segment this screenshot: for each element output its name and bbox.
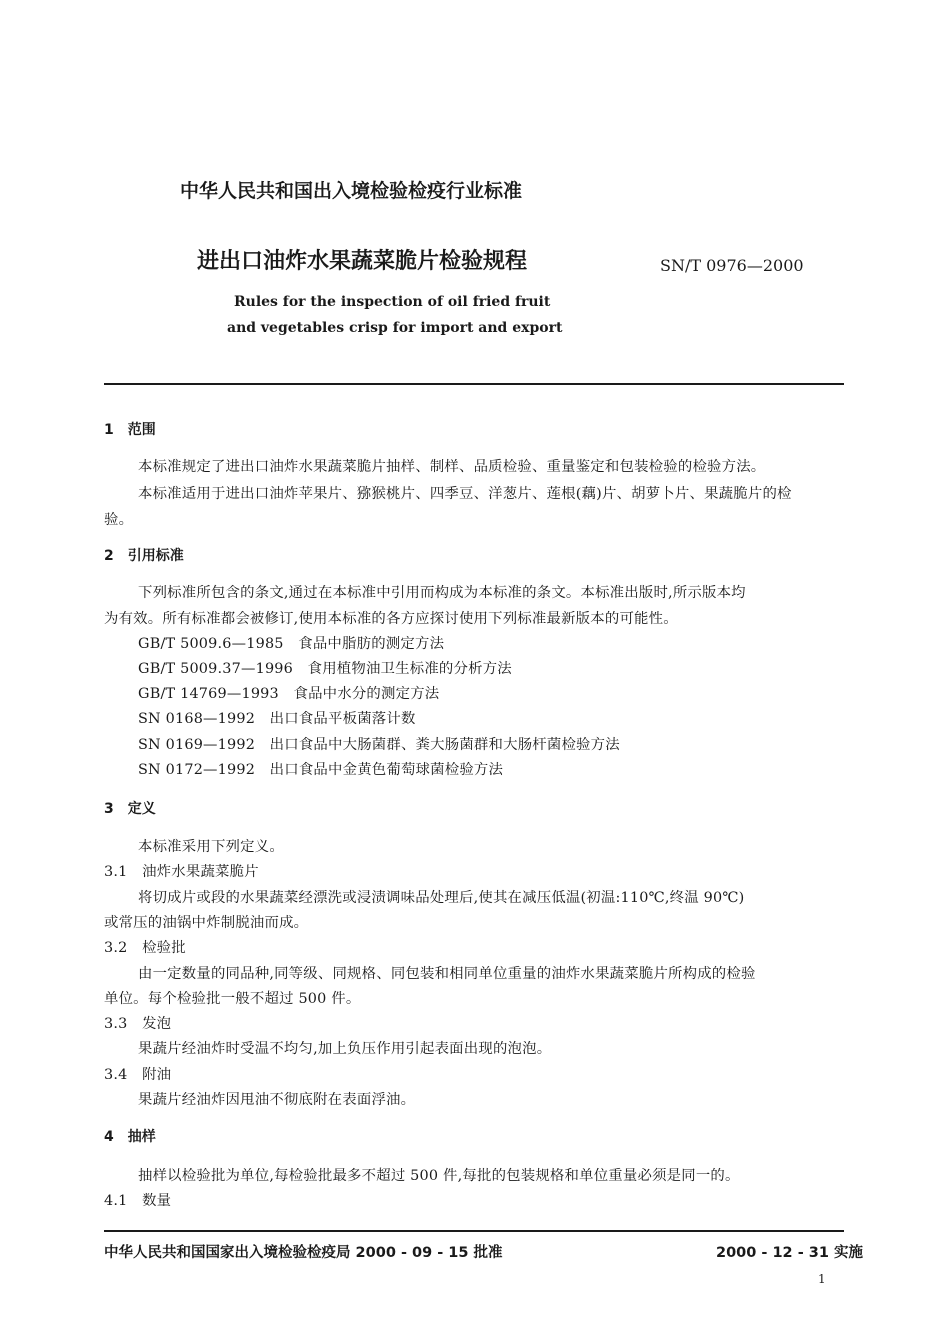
section-4-paragraph: 抽样以检验批为单位,每检验批最多不超过 500 件,每批的包装规格和单位重量必须是同一的。 — [138, 1168, 740, 1184]
section-2-paragraph-line2: 为有效。所有标准都会被修订,使用本标准的各方应探讨使用下列标准最新版本的可能性。 — [104, 611, 678, 627]
document-title-cn: 进出口油炸水果蔬菜脆片检验规程 — [197, 249, 528, 274]
reference-item: GB/T 14769—1993 食品中水分的测定方法 — [138, 686, 440, 702]
reference-item: SN 0172—1992 出口食品中金黄色葡萄球菌检验方法 — [138, 762, 504, 778]
section-4-heading: 4 抽样 — [104, 1129, 156, 1145]
section-2-paragraph-line1: 下列标准所包含的条文,通过在本标准中引用而构成为本标准的条文。本标准出版时,所示版本均 — [138, 585, 746, 601]
section-3-heading: 3 定义 — [104, 801, 156, 817]
definition-3-1-line1: 将切成片或段的水果蔬菜经漂洗或浸渍调味品处理后,使其在减压低温(初温:110℃,终温 90℃) — [138, 890, 745, 906]
definition-3-3-line1: 果蔬片经油炸时受温不均匀,加上负压作用引起表面出现的泡泡。 — [138, 1041, 552, 1057]
section-3-intro: 本标准采用下列定义。 — [138, 839, 284, 855]
definition-3-3-title: 3.3 发泡 — [104, 1016, 172, 1032]
definition-3-2-title: 3.2 检验批 — [104, 940, 186, 956]
definition-3-1-line2: 或常压的油锅中炸制脱油而成。 — [104, 915, 309, 931]
footer-implementation-date: 2000 - 12 - 31 实施 — [716, 1245, 863, 1261]
footer-rule — [104, 1230, 844, 1232]
definition-3-1-title: 3.1 油炸水果蔬菜脆片 — [104, 864, 259, 880]
document-title-en-line2: and vegetables crisp for import and export — [227, 320, 563, 336]
section-1-paragraph-1: 本标准规定了进出口油炸水果蔬菜脆片抽样、制样、品质检验、重量鉴定和包装检验的检验方法。 — [138, 459, 766, 475]
definition-3-4-line1: 果蔬片经油炸因甩油不彻底附在表面浮油。 — [138, 1092, 416, 1108]
reference-item: GB/T 5009.6—1985 食品中脂肪的测定方法 — [138, 636, 445, 652]
reference-item: GB/T 5009.37—1996 食用植物油卫生标准的分析方法 — [138, 661, 512, 677]
section-1-paragraph-2-line2: 验。 — [104, 512, 134, 528]
definition-3-2-line2: 单位。每个检验批一般不超过 500 件。 — [104, 991, 361, 1007]
header-rule — [104, 383, 844, 385]
section-4-1-title: 4.1 数量 — [104, 1193, 172, 1209]
section-1-paragraph-2-line1: 本标准适用于进出口油炸苹果片、猕猴桃片、四季豆、洋葱片、莲根(藕)片、胡萝卜片、果蔬脆片的检 — [138, 486, 792, 502]
document-title-en-line1: Rules for the inspection of oil fried fruit — [234, 294, 551, 310]
section-1-heading: 1 范围 — [104, 422, 156, 438]
standard-code: SN/T 0976—2000 — [660, 256, 804, 275]
definition-3-2-line1: 由一定数量的同品种,同等级、同规格、同包装和相同单位重量的油炸水果蔬菜脆片所构成的检验 — [138, 966, 756, 982]
reference-item: SN 0168—1992 出口食品平板菌落计数 — [138, 711, 416, 727]
section-2-heading: 2 引用标准 — [104, 548, 184, 564]
footer-issuer-approval: 中华人民共和国国家出入境检验检疫局 2000 - 09 - 15 批准 — [104, 1245, 503, 1261]
definition-3-4-title: 3.4 附油 — [104, 1067, 172, 1083]
issuing-standard-line: 中华人民共和国出入境检验检疫行业标准 — [180, 180, 523, 202]
page-number: 1 — [818, 1272, 826, 1286]
reference-item: SN 0169—1992 出口食品中大肠菌群、粪大肠菌群和大肠杆菌检验方法 — [138, 737, 620, 753]
